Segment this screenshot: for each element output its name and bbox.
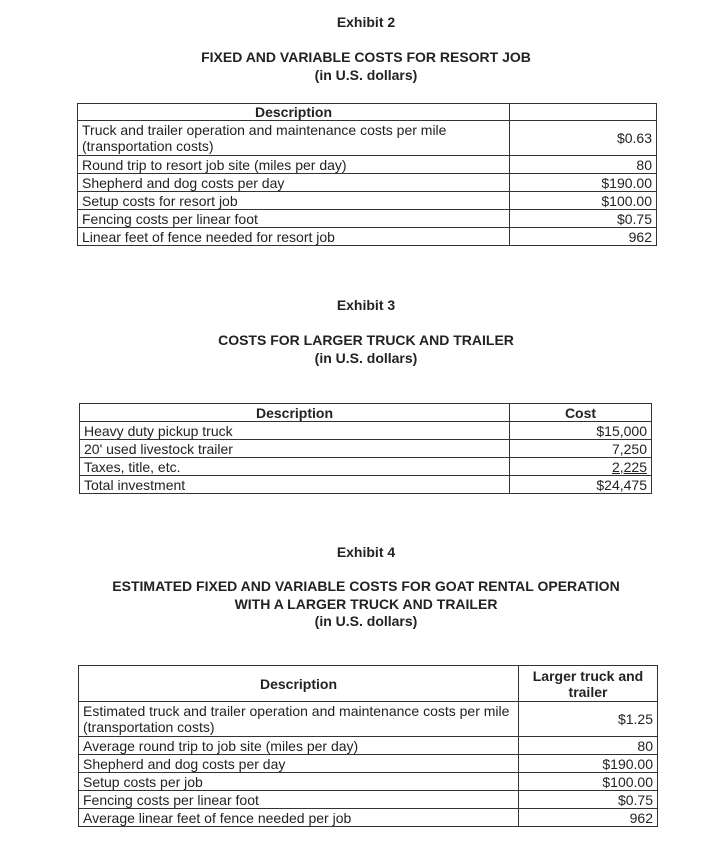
row-description: Heavy duty pickup truck xyxy=(80,422,510,440)
row-description: Taxes, title, etc. xyxy=(80,458,510,476)
table-row xyxy=(80,422,652,440)
header-description: Description xyxy=(80,404,510,422)
header-larger-truck: Larger truck and trailer xyxy=(519,666,658,702)
table-row xyxy=(78,228,657,246)
row-description: Truck and trailer operation and maintenance costs per mile (transportation costs) xyxy=(78,121,510,156)
exhibit2-table xyxy=(77,103,657,246)
row-value: $0.75 xyxy=(519,791,658,809)
header-description: Description xyxy=(79,666,519,702)
table-row xyxy=(79,791,658,809)
table-row xyxy=(80,476,652,494)
table-row xyxy=(79,737,658,755)
header-cost: Cost xyxy=(510,404,652,422)
row-description: 20' used livestock trailer xyxy=(80,440,510,458)
row-description: Fencing costs per linear foot xyxy=(78,210,510,228)
row-value: 962 xyxy=(519,809,658,827)
row-value: $15,000 xyxy=(510,422,652,440)
table-row xyxy=(79,773,658,791)
table-row xyxy=(78,192,657,210)
table-row xyxy=(78,210,657,228)
exhibit4-heading1: ESTIMATED FIXED AND VARIABLE COSTS FOR GOAT RENTAL OPERATION xyxy=(112,578,620,594)
exhibit3-heading: COSTS FOR LARGER TRUCK AND TRAILER xyxy=(218,332,514,348)
row-description: Setup costs per job xyxy=(79,773,519,791)
row-value: 80 xyxy=(519,737,658,755)
exhibit3-units: (in U.S. dollars) xyxy=(314,350,418,366)
exhibit2-title: Exhibit 2 xyxy=(336,14,396,30)
exhibit4-heading2: WITH A LARGER TRUCK AND TRAILER xyxy=(234,596,498,612)
row-description: Fencing costs per linear foot xyxy=(79,791,519,809)
row-value: $0.63 xyxy=(510,121,657,156)
exhibit2-heading: FIXED AND VARIABLE COSTS FOR RESORT JOB xyxy=(201,49,531,65)
row-value: 80 xyxy=(510,156,657,174)
table-row xyxy=(79,809,658,827)
row-value: 962 xyxy=(510,228,657,246)
header-description: Description xyxy=(78,104,510,121)
table-row xyxy=(80,458,652,476)
table-row xyxy=(78,174,657,192)
row-value: $190.00 xyxy=(510,174,657,192)
row-description: Linear feet of fence needed for resort job xyxy=(78,228,510,246)
row-description: Average linear feet of fence needed per job xyxy=(79,809,519,827)
table-row xyxy=(78,121,657,156)
row-description: Shepherd and dog costs per day xyxy=(78,174,510,192)
row-value: $190.00 xyxy=(519,755,658,773)
row-value: $1.25 xyxy=(519,702,658,737)
row-value: $100.00 xyxy=(510,192,657,210)
table-row xyxy=(78,156,657,174)
row-description: Average round trip to job site (miles per day) xyxy=(79,737,519,755)
exhibit2-units: (in U.S. dollars) xyxy=(314,67,418,83)
exhibit4-units: (in U.S. dollars) xyxy=(314,613,418,629)
table-row xyxy=(80,440,652,458)
header-value xyxy=(510,104,657,121)
table-row xyxy=(79,755,658,773)
row-description: Round trip to resort job site (miles per day) xyxy=(78,156,510,174)
row-description: Shepherd and dog costs per day xyxy=(79,755,519,773)
row-value: $100.00 xyxy=(519,773,658,791)
exhibit4-table xyxy=(78,665,658,827)
row-description: Estimated truck and trailer operation and maintenance costs per mile (transportation costs) xyxy=(79,702,519,737)
row-description: Total investment xyxy=(80,476,510,494)
row-value: 7,250 xyxy=(510,440,652,458)
row-value: $24,475 xyxy=(510,476,652,494)
row-description: Setup costs for resort job xyxy=(78,192,510,210)
exhibit3-table xyxy=(79,403,652,494)
exhibit4-title: Exhibit 4 xyxy=(336,544,396,560)
row-value: 2,225 xyxy=(510,458,652,476)
table-row xyxy=(79,702,658,737)
exhibit3-title: Exhibit 3 xyxy=(336,297,396,313)
row-value: $0.75 xyxy=(510,210,657,228)
